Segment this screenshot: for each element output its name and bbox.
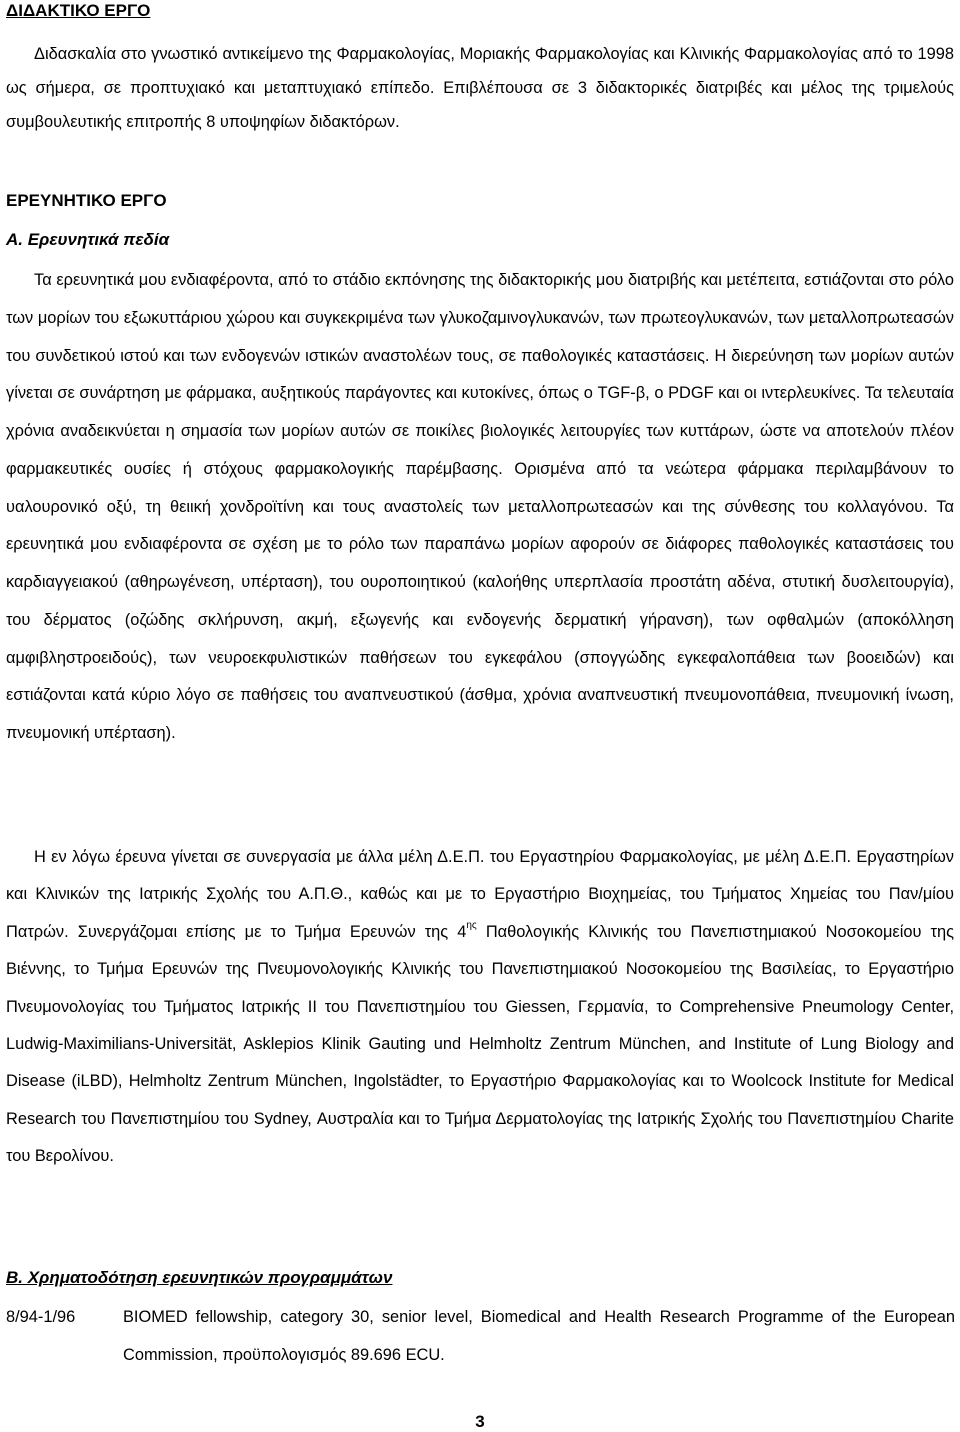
- funding-heading: Β. Χρηματοδότηση ερευνητικών προγραμμάτων: [6, 1268, 393, 1287]
- funding-entry-text: BIOMED fellowship, category 30, senior level, Biomedical and Health Research Programme of the European Commission, προϋπολογισμός 89.696 ECU.: [123, 1308, 955, 1364]
- research-fields-heading: Α. Ερευνητικά πεδία: [6, 230, 170, 249]
- research-fields-paragraph: Τα ερευνητικά μου ενδιαφέροντα, από το στάδιο εκπόνησης της διδακτορικής μου διατριβής και μετέπειτα, εστιάζονται στο ρόλο των μορίων του εξωκυττάριου χώρου και συγκεκριμένα των γλυκοζαμινογλυκανών, των πρωτεογλυκανών, των μεταλλοπρωτεασών του συνδετικού ιστού και των ενδογενών ιστικών αναστολέων τους, σε παθολογικές καταστάσεις. Η διερεύνηση των μορίων αυτών γίνεται σε συνάρτηση με φάρμακα, αυξητικούς παράγοντες και κυτοκίνες, όπως ο TGF-β, ο PDGF και οι ιντερλευκίνες. Τα τελευταία χρόνια αναδεικνύεται η σημασία των μορίων αυτών σε ποικίλες βιολογικές λειτουργίες των κυττάρων, ώστε να αποτελούν πλέον φαρμακευτικές ουσίες ή στόχους φαρμακολογικής παρέμβασης. Ορισμένα από τα νεώτερα φάρμακα περιλαμβάνουν το υαλουρονικό οξύ, τη θειική χονδροϊτίνη και τους αναστολείς των μεταλλοπρωτεασών και της σύνθεσης του κολλαγόνου. Τα ερευνητικά μου ενδιαφέροντα σε σχέση με το ρόλο των παραπάνω μορίων αφορούν σε διάφορες παθολογικές καταστάσεις του καρδιαγγειακού (αθηρωγένεση, υπέρταση), του ουροποιητικού (καλοήθης υπερπλασία προστάτη αδένα, στυτική δυσλειτουργία), του δέρματος (οζώδης σκλήρυνση, ακμή, εξωγενής και ενδογενής δερματική γήρανση), των οφθαλμών (αποκόλληση αμφιβληστροειδούς), των νευροεκφυλιστικών παθήσεων του εγκεφάλου (σπογγώδης εγκεφαλοπάθεια των βοοειδών) και εστιάζονται κατά κύριο λόγο σε παθήσεις του αναπνευστικού (άσθμα, χρόνια αναπνευστική πνευμονοπάθεια, πνευμονική ίνωση, πνευμονική υπέρταση).: [6, 271, 954, 742]
- teaching-heading: ΔΙΔΑΚΤΙΚΟ ΕΡΓΟ: [6, 1, 151, 20]
- collaborations-text-part2: Παθολογικής Κλινικής του Πανεπιστημιακού Νοσοκομείου της Βιέννης, το Τμήμα Ερευνών της Πνευμονολογικής Κλινικής του Πανεπιστημιακού Νοσοκομείου της Βασιλείας, το Εργαστήριο Πνευμονολογίας του Τμήματος Ιατρικής II του Πανεπιστημίου του Giessen, Γερμανία, το Comprehensive Pneumology Center, Ludwig-Maximilians-Universität, Asklepios Klinik Gauting und Helmholtz Zentrum München, and Institute of Lung Biology and Disease (iLBD), Helmholtz Zentrum München, Ingolstädter, το Εργαστήριο Φαρμακολογίας και το Woolcock Institute for Medical Research του Πανεπιστημίου του Sydney, Αυστραλία και το Τμήμα Δερματολογίας της Ιατρικής Σχολής του Πανεπιστημίου Charite του Βερολίνου.: [6, 922, 954, 1166]
- ordinal-superscript: ης: [466, 919, 477, 931]
- collaborations-text-part1: Η εν λόγω έρευνα γίνεται σε συνεργασία με άλλα μέλη Δ.Ε.Π. του Εργαστηρίου Φαρμακολογίας, με μέλη Δ.Ε.Π. Εργαστηρίων και Κλινικών της Ιατρικής Σχολής του Α.Π.Θ., καθώς και με το Εργαστήριο Βιοχημείας, του Τμήματος Χημείας του Παν/μίου Πατρών. Συνεργάζομαι επίσης με το Τμήμα Ερευνών της 4: [6, 848, 954, 941]
- funding-entry-date: 8/94-1/96: [6, 1308, 76, 1326]
- research-heading: ΕΡΕΥΝΗΤΙΚΟ ΕΡΓΟ: [6, 191, 167, 210]
- collaborations-paragraph: [6, 839, 954, 1176]
- page-number: 3: [475, 1412, 485, 1431]
- teaching-paragraph: Διδασκαλία στο γνωστικό αντικείμενο της Φαρμακολογίας, Μοριακής Φαρμακολογίας και Κλινικής Φαρμακολογίας από το 1998 ως σήμερα, σε προπτυχιακό και μεταπτυχιακό επίπεδο. Επιβλέπουσα σε 3 διδακτορικές διατριβές και μέλος της τριμελούς συμβουλευτικής επιτροπής 8 υποψηφίων διδακτόρων.: [6, 45, 954, 131]
